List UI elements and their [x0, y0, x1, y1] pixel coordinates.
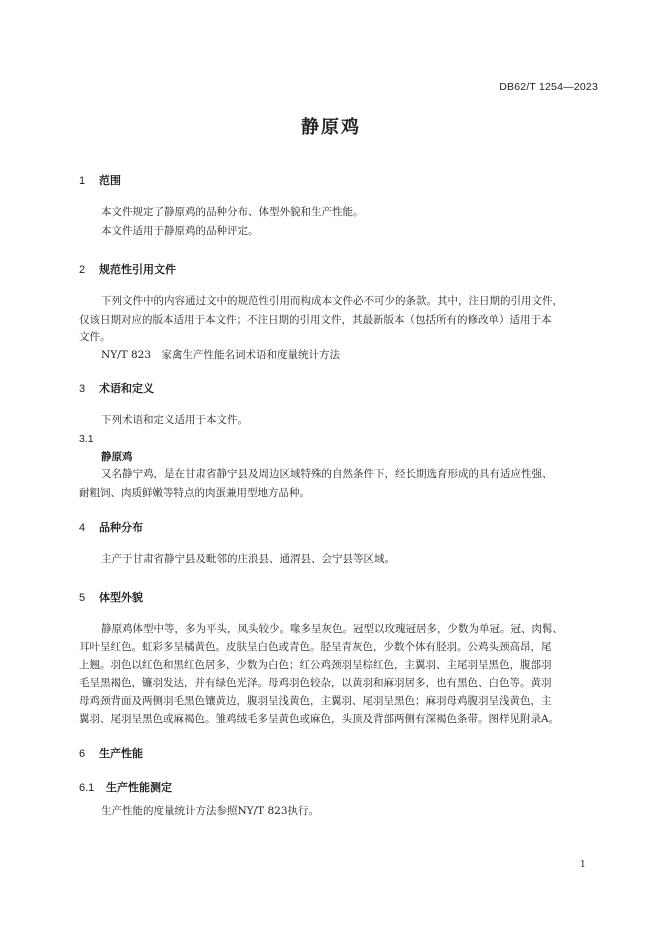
document-code: DB62/T 1254—2023 — [499, 81, 598, 93]
paragraph: 本文件规定了静原鸡的品种分布、体型外貌和生产性能。 — [101, 206, 364, 218]
section-number: 4 — [79, 522, 86, 534]
section-3-heading — [79, 380, 154, 396]
section-number: 5 — [79, 592, 86, 604]
paragraph: 生产性能的度量统计方法参照NY/T 823执行。 — [101, 805, 320, 817]
section-4-heading — [79, 519, 143, 535]
page-number: 1 — [580, 860, 586, 870]
section-number: 6 — [79, 748, 86, 760]
paragraph-line: 仅该日期对应的版本适用于本文件；不注日期的引用文件，其最新版本（包括所有的修改单）适用于本 — [79, 314, 552, 326]
paragraph: 下列术语和定义适用于本文件。 — [101, 414, 248, 426]
subsection-number: 6.1 — [79, 782, 95, 794]
definition-line: 耐粗饲、肉质鲜嫩等特点的肉蛋兼用型地方品种。 — [79, 487, 310, 499]
section-title: 范围 — [99, 174, 121, 187]
section-5-heading — [79, 589, 143, 605]
reference-entry: NY/T 823 家禽生产性能名词术语和度量统计方法 — [101, 349, 341, 361]
paragraph-line: 上翘。羽色以红色和黑红色居多，少数为白色；红公鸡颈羽呈棕红色，主翼羽、主尾羽呈黑色，腹部羽 — [79, 659, 552, 671]
paragraph-line: 耳叶呈红色。虹彩多呈橘黄色。皮肤呈白色或青色。胫呈青灰色，少数个体有胫羽。公鸡头颈高昂，尾 — [79, 641, 552, 653]
page-title: 静原鸡 — [301, 117, 361, 138]
subsection-title: 生产性能测定 — [106, 781, 172, 794]
section-title: 生产性能 — [99, 747, 143, 760]
term-name: 静原鸡 — [101, 451, 133, 463]
subsection-6-1-heading — [79, 779, 172, 795]
term-number: 3.1 — [79, 433, 94, 445]
paragraph-line: 静原鸡体型中等，多为平头，凤头较少。喙多呈灰色。冠型以玫瑰冠居多，少数为单冠。冠、肉髯、 — [101, 623, 563, 635]
definition-line: 又名静宁鸡，是在甘肃省静宁县及周边区域特殊的自然条件下，经长期选育形成的具有适应性强、 — [101, 468, 553, 480]
section-1-heading — [79, 172, 121, 188]
paragraph-line: 母鸡颈背面及两侧羽毛黑色镶黄边，腹羽呈浅黄色，主翼羽、尾羽呈黑色；麻羽母鸡腹羽呈浅黄色，主 — [79, 695, 552, 707]
section-2-heading — [79, 261, 176, 277]
section-number: 2 — [79, 264, 86, 276]
paragraph-line: 文件。 — [79, 331, 111, 343]
section-title: 体型外貌 — [99, 591, 143, 604]
paragraph-line: 毛呈黑褐色，镰羽发达，并有绿色光泽。母鸡羽色较杂，以黄羽和麻羽居多，也有黑色、白色等。黄羽 — [79, 677, 552, 689]
paragraph: 本文件适用于静原鸡的品种评定。 — [101, 225, 259, 237]
paragraph-line: 翼羽、尾羽呈黑色或麻褐色。雏鸡绒毛多呈黄色或麻色，头顶及背部两侧有深褐色条带。图样见附录A。 — [79, 713, 560, 725]
section-6-heading — [79, 745, 143, 761]
paragraph: 主产于甘肃省静宁县及毗邻的庄浪县、通渭县、会宁县等区域。 — [101, 553, 395, 565]
paragraph-line: 下列文件中的内容通过文中的规范性引用而构成本文件必不可少的条款。其中，注日期的引用文件， — [101, 295, 563, 307]
section-number: 3 — [79, 383, 86, 395]
section-number: 1 — [79, 175, 86, 187]
section-title: 品种分布 — [99, 521, 143, 534]
section-title: 规范性引用文件 — [99, 263, 176, 276]
section-title: 术语和定义 — [99, 382, 154, 395]
